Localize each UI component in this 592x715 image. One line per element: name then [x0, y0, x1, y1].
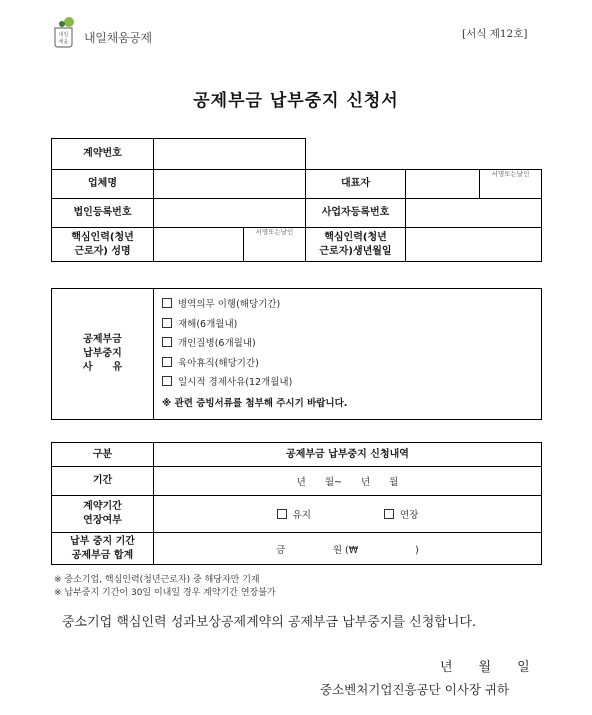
checkbox[interactable] [162, 298, 172, 308]
reason-options [154, 289, 542, 420]
extension-label-line2: 연장여부 [83, 515, 122, 526]
company-label: 업체명 [52, 170, 154, 199]
brand-name: 내일채움공제 [84, 31, 152, 45]
checkbox[interactable] [384, 509, 394, 519]
option-label: 개인질병(6개월내) [178, 338, 256, 349]
extension-label [52, 496, 154, 533]
checkbox[interactable] [162, 376, 172, 386]
footnote: ※ 중소기업, 핵심인력(청년근로자) 중 해당자만 기재 [54, 575, 260, 585]
company-field[interactable] [154, 170, 306, 199]
worker-birth-label [306, 228, 406, 262]
reason-option-parental-leave[interactable] [162, 354, 533, 374]
sign-or-seal-hint: 서명또는날인 [491, 170, 530, 178]
page-title: 공제부금 납부중지 신청서 [193, 91, 399, 111]
worker-name-label-line1: 핵심인력(청년 [71, 231, 134, 243]
option-label: 연장 [400, 510, 419, 521]
option-extend[interactable] [384, 510, 418, 521]
ceo-sign-field[interactable] [480, 170, 542, 199]
option-keep[interactable] [277, 510, 311, 521]
total-amount-field[interactable]: 금 원 (₩ ) [154, 533, 542, 565]
contract-info-table [51, 138, 542, 262]
option-label: 유지 [292, 510, 311, 521]
reason-label-line2: 납부중지 [83, 347, 122, 359]
biz-reg-field[interactable] [406, 199, 542, 228]
checkbox[interactable] [162, 318, 172, 328]
reason-label [52, 289, 154, 420]
reason-option-disaster[interactable] [162, 315, 533, 335]
suspension-detail-table [51, 442, 542, 565]
worker-sign-field[interactable] [244, 228, 306, 262]
addressee-line: 중소벤처기업진흥공단 이사장 귀하 [320, 682, 510, 697]
checkbox[interactable] [162, 357, 172, 367]
col-header-detail: 공제부금 납부중지 신청내역 [154, 443, 542, 467]
svg-text:내일: 내일 [58, 32, 69, 38]
contract-no-label: 계약번호 [52, 139, 154, 170]
corp-reg-label: 법인등록번호 [52, 199, 154, 228]
option-label: 재해(6개월내) [178, 318, 238, 330]
extension-label-line1: 계약기간 [83, 501, 122, 512]
application-statement: 중소기업 핵심인력 성과보상공제계약의 공제부금 납부중지를 신청합니다. [62, 615, 477, 630]
total-label-line2: 공제부금 합계 [71, 549, 134, 561]
date-line: 년 월 일 [440, 660, 530, 675]
worker-name-label-line2: 근로자) 성명 [74, 245, 131, 257]
sign-or-seal-hint: 서명또는날인 [255, 228, 294, 236]
reason-option-economic[interactable] [162, 373, 533, 393]
reason-label-line1: 공제부금 [83, 333, 122, 345]
total-label-line1: 납부 중지 기간 [70, 535, 135, 547]
worker-name-field[interactable] [154, 228, 244, 262]
reason-option-illness[interactable] [162, 334, 533, 354]
option-label: 병역의무 이행(해당기간) [178, 299, 281, 310]
ceo-label: 대표자 [306, 170, 406, 199]
footnote: ※ 납부중지 기간이 30일 이내일 경우 계약기간 연장불가 [54, 588, 276, 598]
checkbox[interactable] [277, 509, 287, 519]
form-number: [서식 제12호] [462, 28, 528, 40]
checkbox[interactable] [162, 337, 172, 347]
corp-reg-field[interactable] [154, 199, 306, 228]
contract-no-field[interactable] [154, 139, 306, 170]
reason-option-military[interactable] [162, 295, 533, 315]
col-header-category: 구분 [52, 443, 154, 467]
total-label [52, 533, 154, 565]
svg-text:채움: 채움 [58, 39, 69, 45]
evidence-note: ※ 관련 증빙서류를 첨부해 주시기 바랍니다. [162, 397, 348, 409]
worker-name-label [52, 228, 154, 262]
option-label: 일시적 경제사유(12개월내) [178, 377, 293, 388]
extension-options [154, 496, 542, 533]
worker-birth-label-line1: 핵심인력(청년 [324, 231, 387, 243]
reason-label-line3: 사 유 [82, 361, 123, 373]
suspension-reason-table [51, 288, 542, 420]
option-label: 육아휴직(해당기간) [178, 357, 259, 369]
period-field[interactable]: 년 월~ 년 월 [154, 467, 542, 496]
ceo-field[interactable] [406, 170, 480, 199]
worker-birth-label-line2: 근로자)생년월일 [319, 245, 392, 257]
biz-reg-label: 사업자등록번호 [306, 199, 406, 228]
brand-logo-icon [52, 16, 78, 48]
period-label: 기간 [52, 467, 154, 496]
worker-birth-field[interactable] [406, 228, 542, 262]
